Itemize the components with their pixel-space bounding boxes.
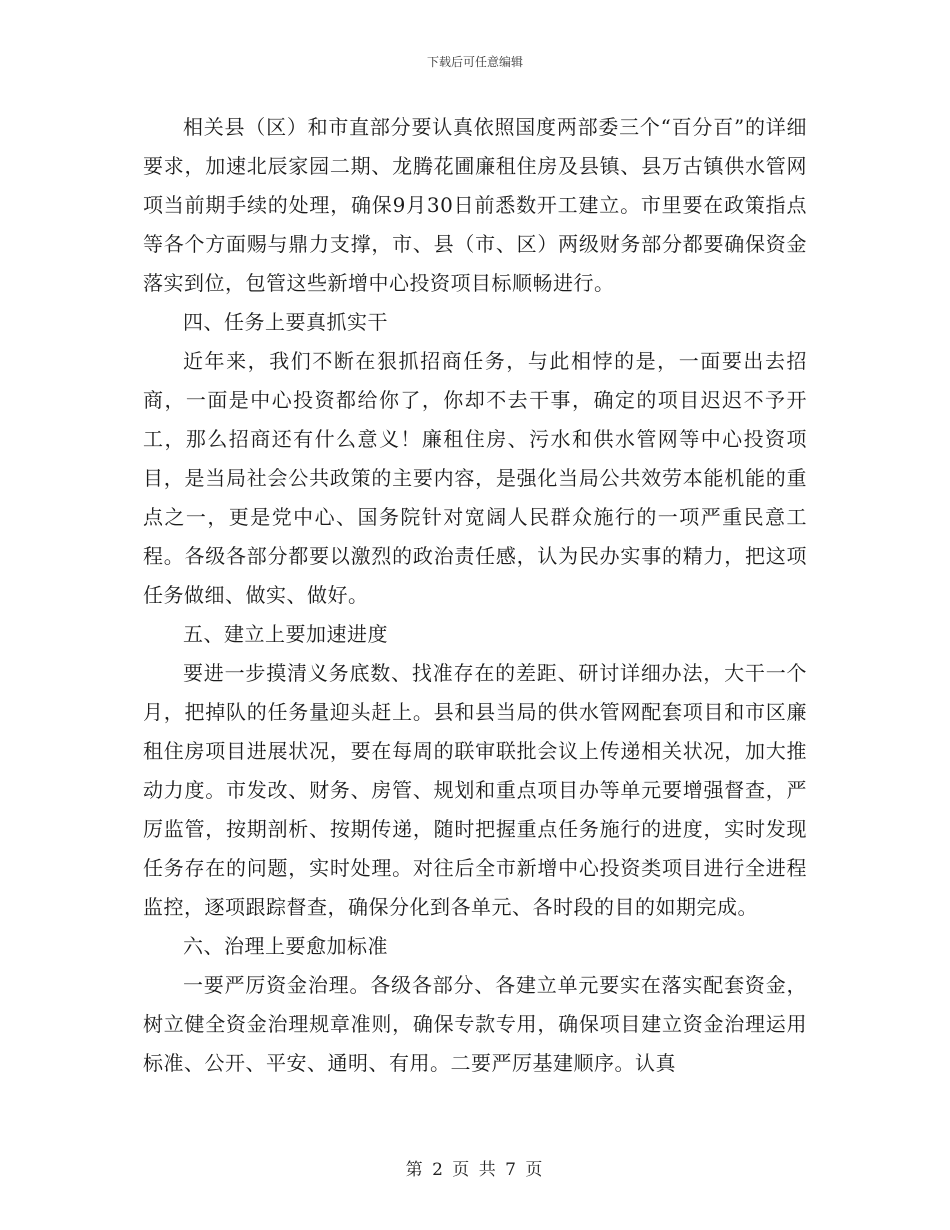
body-paragraph: 要进一步摸清义务底数、找准存在的差距、研讨详细办法，大干一个月，把掉队的任务量迎头赶上。县和县当局的供水管网配套项目和市区廉租住房项目进展状况，要在每周的联审联批会议上传递相关状况，加大推动力度。市发改、财务、房管、规划和重点项目办等单元要增强督查，严厉监管，按期剖析、按期传递，随时把握重点任务施行的进度，实时发现任务存在的问题，实时处理。对往后全市新增中心投资类项目进行全进程监控，逐项跟踪督查，确保分化到各单元、各时段的目的如期完成。 xyxy=(143,661,807,919)
section-heading-5: 五、建立上要加速进度 xyxy=(183,622,388,646)
body-paragraph: 一要严厉资金治理。各级各部分、各建立单元要实在落实配套资金，树立健全资金治理规章准则，确保专款专用，确保项目建立资金治理运用标准、公开、平安、通明、有用。二要严厉基建顺序。认真 xyxy=(143,973,807,1075)
body-paragraph: 相关县（区）和市直部分要认真依照国度两部委三个“百分百”的详细要求，加速北辰家园二期、龙腾花圃廉租住房及县镇、县万古镇供水管网项当前期手续的处理，确保9月30日前悉数开工建立。市里要在政策指点等各个方面赐与鼎力支撑，市、县（市、区）两级财务部分都要确保资金落实到位，包管这些新增中心投资项目标顺畅进行。 xyxy=(143,115,807,295)
page-number: 第 2 页 共 7 页 xyxy=(405,1160,545,1180)
section-heading-4: 四、任务上要真抓实干 xyxy=(183,310,388,334)
body-paragraph: 近年来，我们不断在狠抓招商任务，与此相悖的是，一面要出去招商，一面是中心投资都给你了，你却不去干事，确定的项目迟迟不予开工，那么招商还有什么意义！廉租住房、污水和供水管网等中心投资项目，是当局社会公共政策的主要内容，是强化当局公共效劳本能机能的重点之一，更是党中心、国务院针对宽阔人民群众施行的一项严重民意工程。各级各部分都要以激烈的政治责任感，认为民办实事的精力，把这项任务做细、做实、做好。 xyxy=(143,349,807,607)
page-header-note: 下载后可任意编辑 xyxy=(426,55,523,69)
section-heading-6: 六、治理上要愈加标准 xyxy=(183,934,388,958)
document-body xyxy=(143,108,807,1083)
